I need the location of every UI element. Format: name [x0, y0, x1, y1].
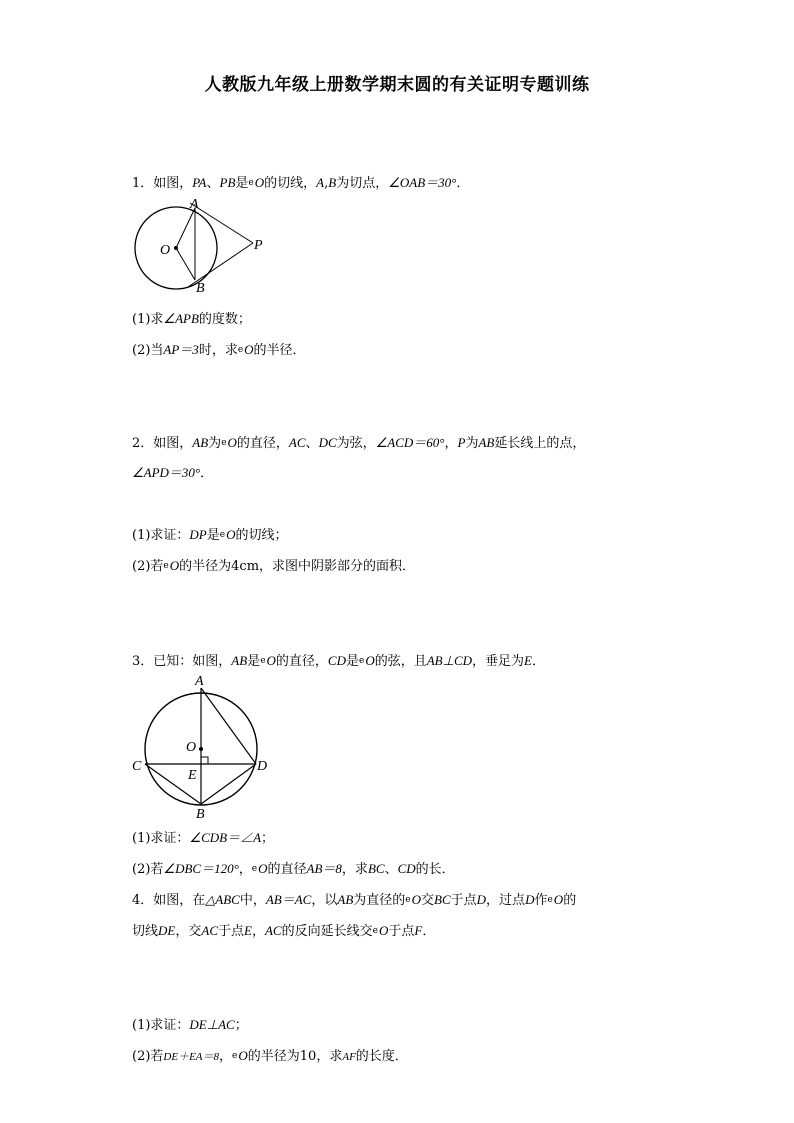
q4-statement: 4．如图，在△ABC中，AB＝AC，以AB为直径的eO交BC于点D，过点D作eO的 — [132, 892, 577, 908]
q1-figure — [130, 195, 270, 295]
circle-symbol-icon: e — [237, 345, 244, 355]
circle-symbol-icon: e — [547, 895, 553, 905]
q1-part2: (2)当AP＝3时，求eO的半径． — [132, 342, 306, 358]
q3-part1: (1)求证：∠CDB＝∠A； — [132, 830, 275, 846]
q3-statement: 3．已知：如图，AB是eO的直径，CD是eO的弦，且AB⊥CD，垂足为E． — [132, 653, 545, 669]
q3-label-E: E — [188, 768, 197, 783]
circle-symbol-icon: e — [221, 438, 227, 448]
q3-label-B: B — [196, 807, 205, 822]
q4-part2: (2)若DE＋EA＝8，eO的半径为10，求AF的长度． — [132, 1048, 408, 1064]
q2-statement: 2．如图，AB为eO的直径，AC、DC为弦，∠ACD＝60°，P为AB延长线上的点， — [132, 435, 586, 451]
q1-statement: 1．如图，PA、PB是eO的切线，A,B为切点，∠OAB＝30°． — [132, 175, 470, 191]
q3-label-A: A — [195, 674, 204, 689]
q2-part1: (1)求证：DP是eO的切线； — [132, 527, 288, 543]
q2-statement-line2: ∠APD＝30°． — [132, 465, 214, 481]
q1-label-P: P — [254, 238, 263, 253]
circle-symbol-icon: e — [372, 926, 378, 936]
circle-symbol-icon: e — [163, 561, 169, 571]
circle-symbol-icon: e — [248, 178, 254, 188]
circle-symbol-icon: e — [251, 864, 258, 874]
circle-symbol-icon: e — [359, 656, 365, 666]
q1-label-B: B — [196, 281, 205, 296]
circle-symbol-icon: e — [232, 1051, 238, 1061]
q3-part2: (2)若∠DBC＝120°，eO的直径AB＝8，求BC、CD的长． — [132, 861, 455, 877]
circle-symbol-icon: e — [260, 656, 266, 666]
q4-statement-line2: 切线DE，交AC于点E，AC的反向延长线交eO于点F． — [132, 923, 436, 939]
q1-part1: (1)求∠APB的度数； — [132, 311, 251, 327]
q4-part1: (1)求证：DE⊥AC； — [132, 1017, 248, 1033]
q3-label-D: D — [257, 759, 268, 774]
q1-label-A: A — [190, 197, 199, 212]
circle-symbol-icon: e — [405, 895, 411, 905]
circle-symbol-icon: e — [219, 530, 226, 540]
q1-label-O: O — [160, 243, 171, 258]
q3-figure — [130, 672, 280, 822]
q3-label-C: C — [132, 759, 142, 774]
page-title: 人教版九年级上册数学期末圆的有关证明专题训练 — [204, 75, 590, 95]
q3-label-O: O — [186, 740, 197, 755]
q2-part2: (2)若eO的半径为4cm，求图中阴影部分的面积． — [132, 558, 416, 574]
